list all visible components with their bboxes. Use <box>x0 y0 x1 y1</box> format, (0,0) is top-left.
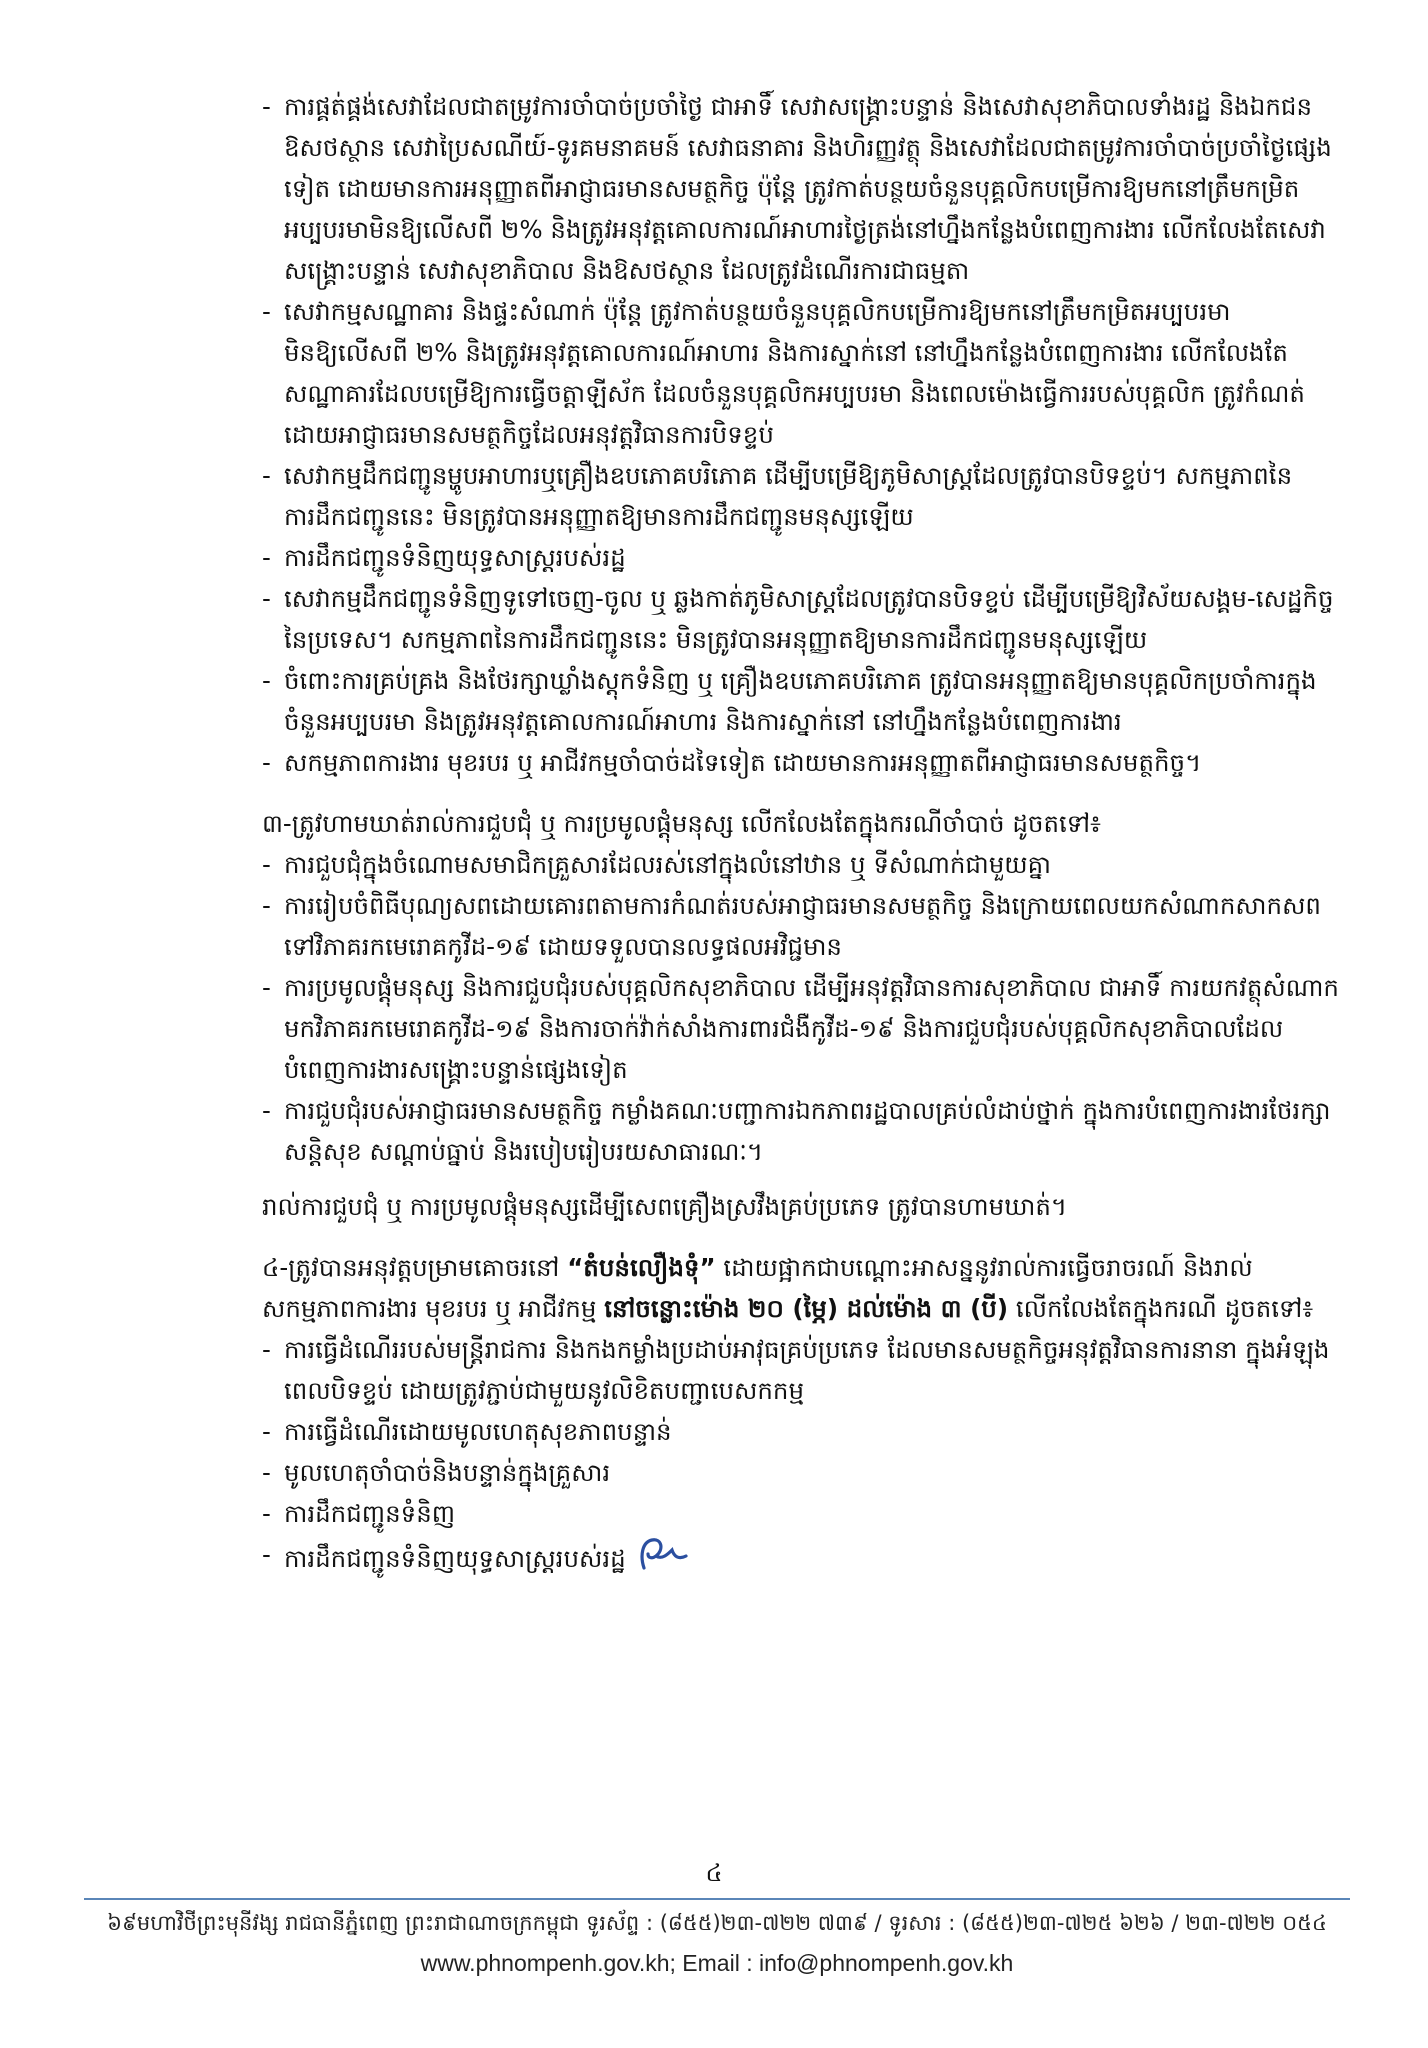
section-3-heading: ៣-ត្រូវហាមឃាត់រាល់ការជួបជុំ ឬ ការប្រមូលផ្តុំមនុស្ស លើកលែងតែក្នុងករណីចាំបាច់ ដូចតទៅ៖ <box>262 809 1101 838</box>
list-item-essential-services: - ការផ្គត់ផ្គង់សេវាដែលជាតម្រូវការចាំបាច់ប្រចាំថ្ងៃ ជាអាទិ៍ សេវាសង្គ្រោះបន្ទាន់ និងសេវាសុខាភិបាលទាំងរដ្ឋ និងឯកជន ឱសថស្ថាន សេវាប្រៃសណីយ៍-ទូរគមនាគមន៍ សេវាធនាគារ និងហិរញ្ញវត្ថុ និងសេវាដែលជាតម្រូវការចាំបាច់ប្រចាំថ្ងៃផ្សេងទៀត ដោយមានការអនុញ្ញាតពីអាជ្ញាធរមានសមត្ថកិច្ច ប៉ុន្តែ ត្រូវកាត់បន្ថយចំនួនបុគ្គលិកបម្រើការឱ្យមកនៅត្រឹមកម្រិតអប្បបរមាមិនឱ្យលើសពី ២% និងត្រូវអនុវត្តគោលការណ៍អាហារថ្ងៃត្រង់នៅហ្នឹងកន្លែងបំពេញការងារ លើកលែងតែសេវាសង្គ្រោះបន្ទាន់ សេវាសុខាភិបាល និងឱសថស្ថាន ដែលត្រូវដំណើរការជាធម្មតា <box>262 86 1342 291</box>
document-body <box>262 86 1342 1586</box>
spacer <box>262 1227 1342 1247</box>
section-4-heading <box>262 1247 1342 1329</box>
signature-initial <box>634 1534 688 1586</box>
curfew-time-window: នៅចន្លោះម៉ោង ២០ (ម្ភៃ) ដល់ម៉ោង ៣ (បី) <box>604 1294 1009 1323</box>
page-number: ៤ <box>705 1859 723 1887</box>
list-item-officials-travel: - ការធ្វើដំណើររបស់មន្ត្រីរាជការ និងកងកម្លាំងប្រដាប់អាវុធគ្រប់ប្រភេទ ដែលមានសមត្ថកិច្ចអនុវត្តវិធានការនានា ក្នុងអំឡុងពេលបិទខ្ទប់ ដោយត្រូវភ្ជាប់ជាមួយនូវលិខិតបញ្ជាបេសកកម្ម <box>262 1329 1342 1411</box>
section-4-heading-part1: ៤-ត្រូវបានអនុវត្តបម្រាមគោចរនៅ <box>262 1253 568 1282</box>
zone-name: “តំបន់លឿងទុំ” <box>567 1253 716 1282</box>
list-item-food-delivery: - សេវាកម្មដឹកជញ្ជូនម្ហូបអាហារឬគ្រឿងឧបភោគបរិភោគ ដើម្បីបម្រើឱ្យភូមិសាស្ត្រដែលត្រូវបានបិទខ្ទប់។ សកម្មភាពនៃការដឹកជញ្ជូននេះ មិនត្រូវបានអនុញ្ញាតឱ្យមានការដឹកជញ្ជូនមនុស្សឡើយ <box>262 455 1342 537</box>
section-3-closing: រាល់ការជួបជុំ ឬ ការប្រមូលផ្តុំមនុស្សដើម្បីសេពគ្រឿងស្រវឹងគ្រប់ប្រភេទ ត្រូវបានហាមឃាត់។ <box>262 1192 1068 1221</box>
list-item-warehouses: - ចំពោះការគ្រប់គ្រង និងថែរក្សាឃ្លាំងស្តុកទំនិញ ឬ គ្រឿងឧបភោគបរិភោគ ត្រូវបានអនុញ្ញាតឱ្យមានបុគ្គលិកប្រចាំការក្នុងចំនួនអប្បបរមា និងត្រូវអនុវត្តគោលការណ៍អាហារ និងការស្នាក់នៅ នៅហ្នឹងកន្លែងបំពេញការងារ <box>262 660 1342 742</box>
list-item-health-staff: - ការប្រមូលផ្តុំមនុស្ស និងការជួបជុំរបស់បុគ្គលិកសុខាភិបាល ដើម្បីអនុវត្តវិធានការសុខាភិបាល ជាអាទិ៍ ការយកវត្ថុសំណាកមកវិភាគរកមេរោគកូវីដ-១៩ និងការចាក់វ៉ាក់សាំងការពារជំងឺកូវីដ-១៩ និងការជួបជុំរបស់បុគ្គលិកសុខាភិបាលដែលបំពេញការងារសង្គ្រោះបន្ទាន់ផ្សេងទៀត <box>262 967 1342 1090</box>
list-item-general-goods-transport: - សេវាកម្មដឹកជញ្ជូនទំនិញទូទៅចេញ-ចូល ឬ ឆ្លងកាត់ភូមិសាស្ត្រដែលត្រូវបានបិទខ្ទប់ ដើម្បីបម្រើឱ្យវិស័យសង្គម-សេដ្ឋកិច្ចនៃប្រទេស។ សកម្មភាពនៃការដឹកជញ្ជូននេះ មិនត្រូវបានអនុញ្ញាតឱ្យមានការដឹកជញ្ជូនមនុស្សឡើយ <box>262 578 1342 660</box>
spacer <box>262 783 1342 803</box>
list-item-text: ការដឹកជញ្ជូនទំនិញយុទ្ធសាស្ត្ររបស់រដ្ឋ <box>284 1544 626 1573</box>
list-item-other-activities: - សកម្មភាពការងារ មុខរបរ ឬ អាជីវកម្មចាំបាច់ដទៃទៀត ដោយមានការអនុញ្ញាតពីអាជ្ញាធរមានសមត្ថកិច្ច។ <box>262 742 1342 783</box>
list-item-goods-transport: - ការដឹកជញ្ជូនទំនិញ <box>262 1493 1342 1534</box>
footer-web-email: www.phnompenh.gov.kh; Email : info@phnompenh.gov.kh <box>420 1950 1014 1976</box>
list-item-family-emergency: - មូលហេតុចាំបាច់និងបន្ទាន់ក្នុងគ្រួសារ <box>262 1452 1342 1493</box>
list-item-authorities-meeting: - ការជួបជុំរបស់អាជ្ញាធរមានសមត្ថកិច្ច កម្លាំងគណៈបញ្ជាការឯកភាពរដ្ឋបាលគ្រប់លំដាប់ថ្នាក់ ក្នុងការបំពេញការងារថែរក្សាសន្តិសុខ សណ្តាប់ធ្នាប់ និងរបៀបរៀបរយសាធារណៈ។ <box>262 1090 1342 1172</box>
handwritten-initial-icon <box>634 1534 688 1574</box>
section-4-heading-part2: ដោយផ្អាកជាបណ្តោះអាសន្ននូវរាល់ការធ្វើចរាចរណ៍ និងរាល់សកម្មភាពការងារ មុខរបរ ឬ អាជីវកម្ម <box>262 1253 1253 1323</box>
list-item-family-gathering: - ការជួបជុំក្នុងចំណោមសមាជិកគ្រួសារដែលរស់នៅក្នុងលំនៅឋាន ឬ ទីសំណាក់ជាមួយគ្នា <box>262 844 1342 885</box>
list-item-funeral: - ការរៀបចំពិធីបុណ្យសពដោយគោរពតាមការកំណត់របស់អាជ្ញាធរមានសមត្ថកិច្ច និងក្រោយពេលយកសំណាកសាកសពទៅវិភាគរកមេរោគកូវីដ-១៩ ដោយទទួលបានលទ្ធផលអវិជ្ជមាន <box>262 885 1342 967</box>
section-4-heading-part3: លើកលែងតែក្នុងករណី ដូចតទៅ៖ <box>1008 1294 1314 1323</box>
list-item-strategic-goods: - ការដឹកជញ្ជូនទំនិញយុទ្ធសាស្ត្ររបស់រដ្ឋ <box>262 537 1342 578</box>
footer-divider <box>84 1898 1350 1900</box>
list-item-strategic-goods-transport <box>262 1534 1342 1586</box>
spacer <box>262 1172 1342 1186</box>
footer-address: ៦៩មហាវិថីព្រះមុនីវង្ស រាជធានីភ្នំពេញ ព្រះរាជាណាចក្រកម្ពុជា ទូរស័ព្ទ : (៨៥៥)២៣-៧២២ ៧៣៩ / ទូរសារ : (៨៥៥)២៣-៧២៥ ៦២៦ / ២៣-៧២២ ០៥៤ <box>107 1911 1327 1935</box>
list-item-health-emergency: - ការធ្វើដំណើរដោយមូលហេតុសុខភាពបន្ទាន់ <box>262 1411 1342 1452</box>
list-item-hotels: - សេវាកម្មសណ្ឋាគារ និងផ្ទះសំណាក់ ប៉ុន្តែ ត្រូវកាត់បន្ថយចំនួនបុគ្គលិកបម្រើការឱ្យមកនៅត្រឹមកម្រិតអប្បបរមាមិនឱ្យលើសពី ២% និងត្រូវអនុវត្តគោលការណ៍អាហារ និងការស្នាក់នៅ នៅហ្នឹងកន្លែងបំពេញការងារ លើកលែងតែសណ្ឋាគារដែលបម្រើឱ្យការធ្វើចត្តាឡីស័ក ដែលចំនួនបុគ្គលិកអប្បបរមា និងពេលម៉ោងធ្វើការរបស់បុគ្គលិក ត្រូវកំណត់ដោយអាជ្ញាធរមានសមត្ថកិច្ចដែលអនុវត្តវិធានការបិទខ្ទប់ <box>262 291 1342 455</box>
